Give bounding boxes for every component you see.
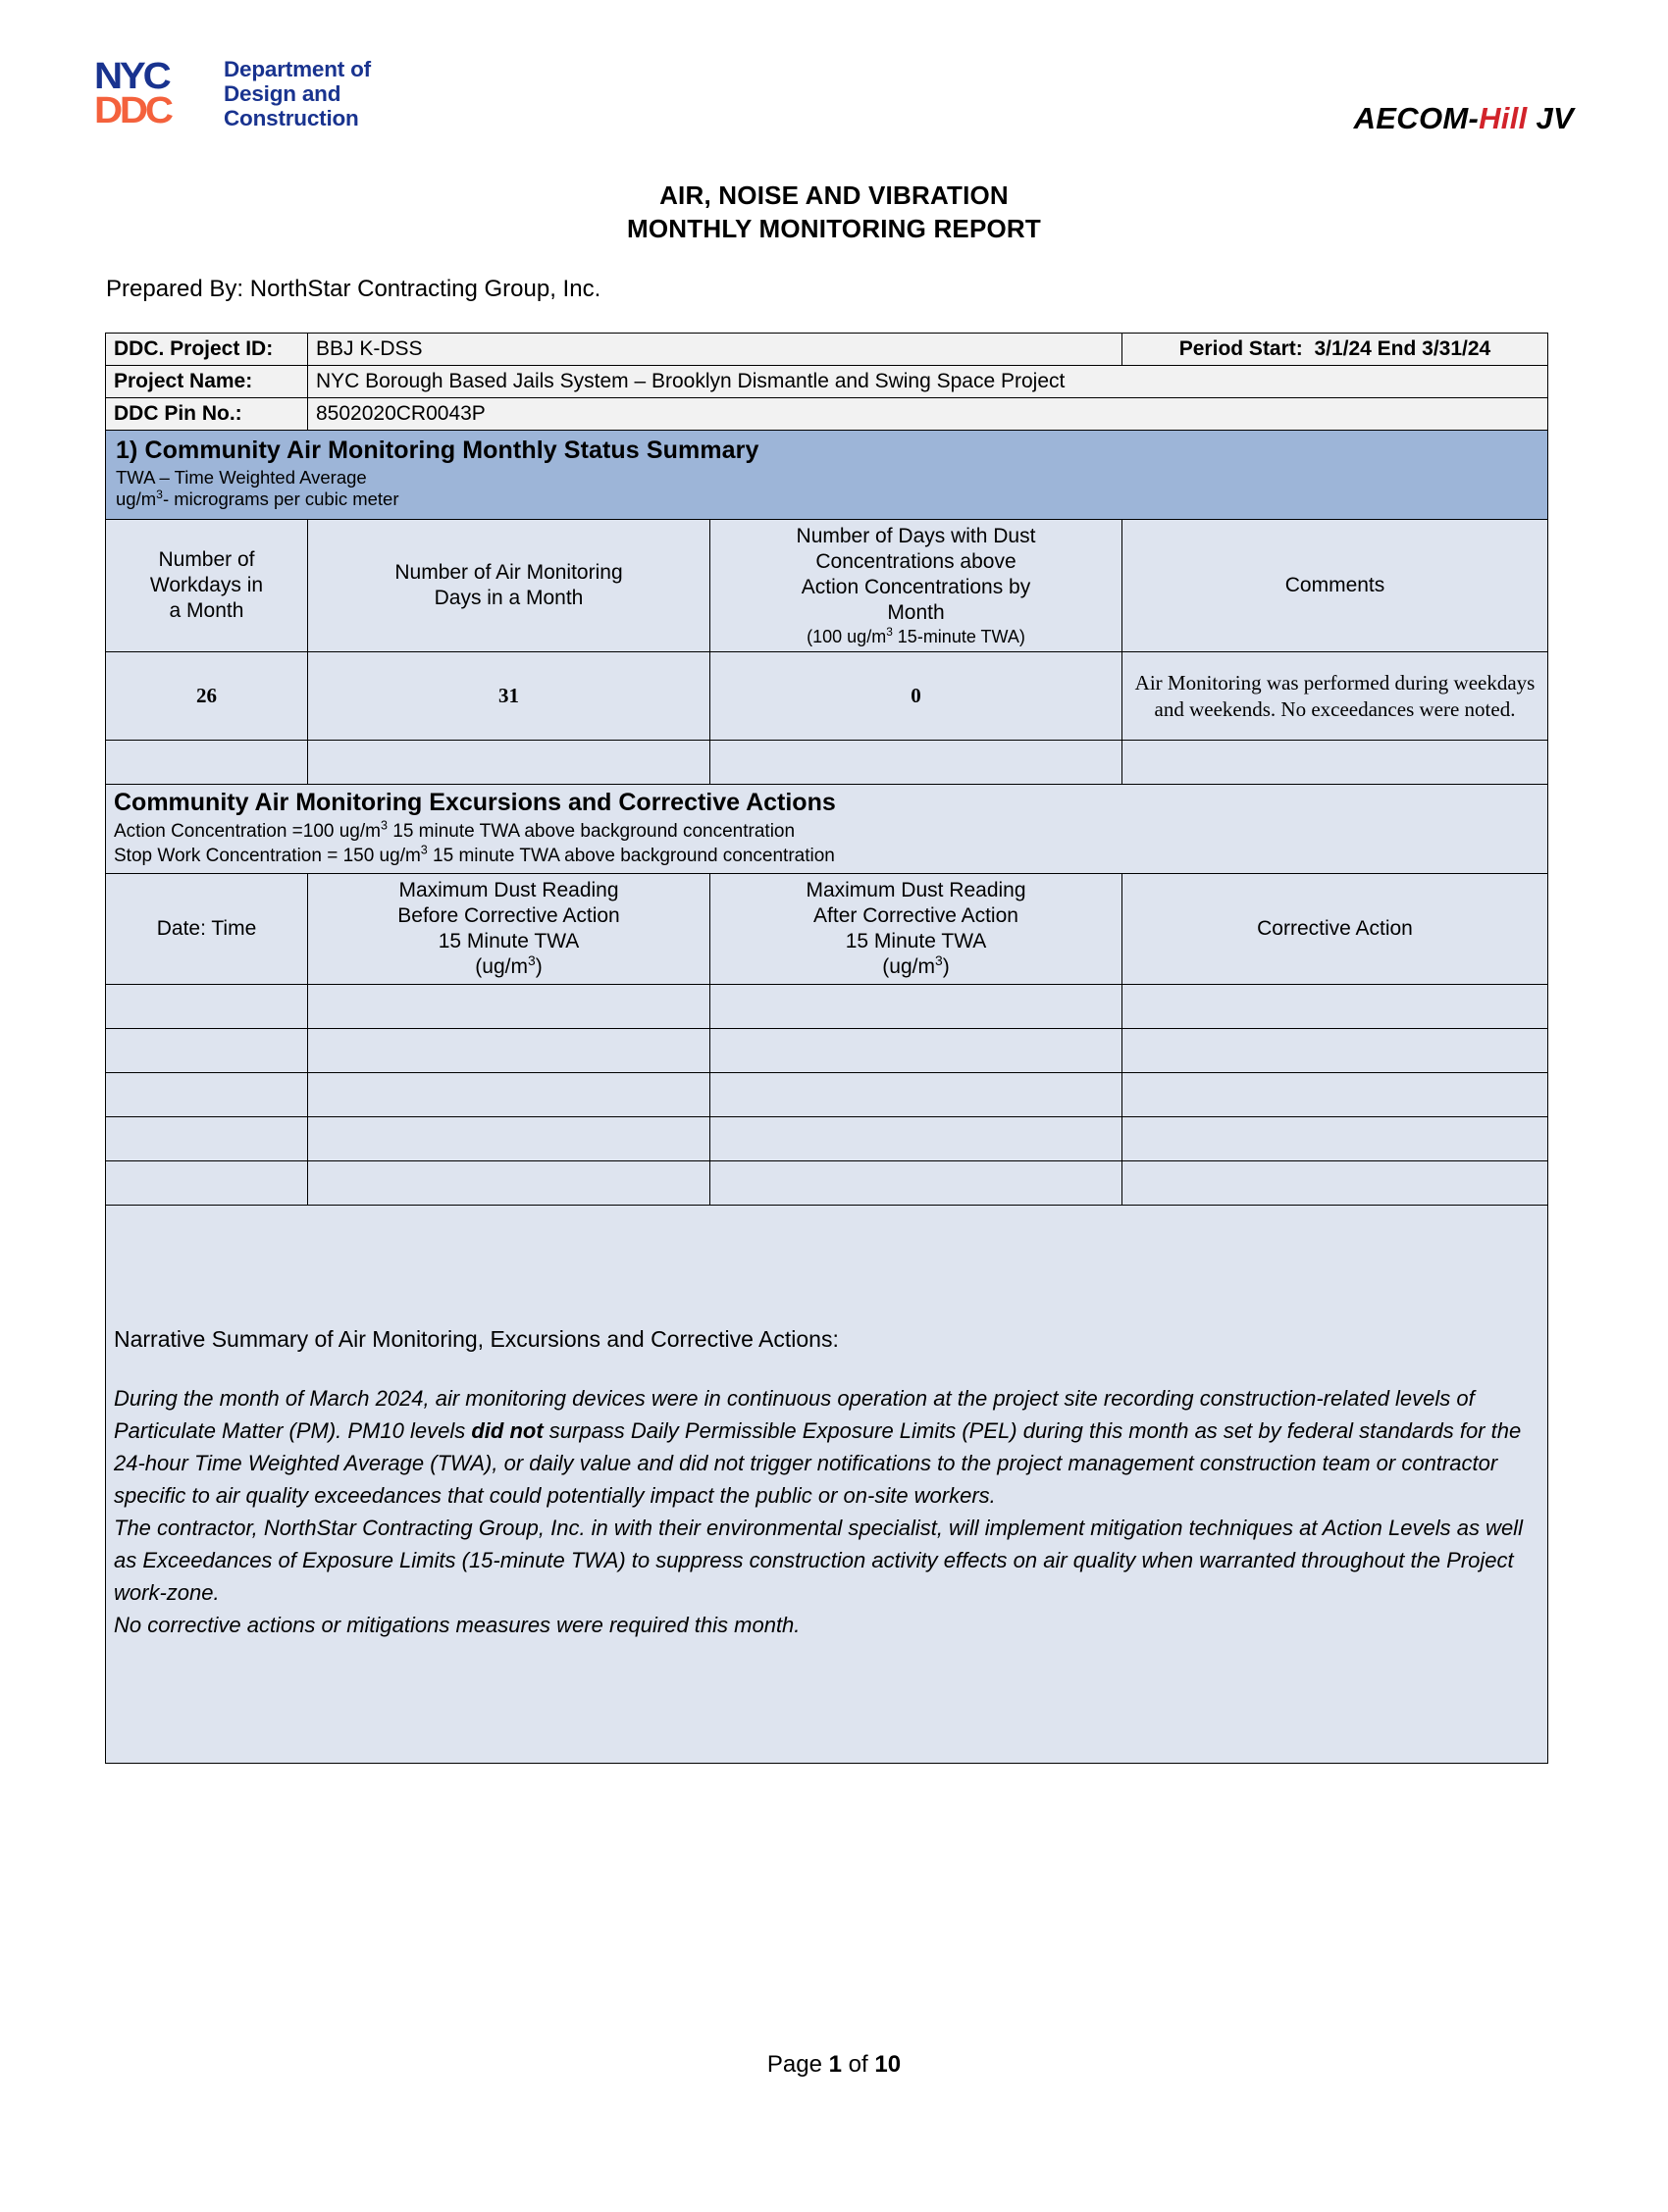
max-before-l2: Before Corrective Action — [397, 903, 620, 927]
col-header-monitoring-days-l1: Number of Air Monitoring — [394, 560, 623, 584]
aecom-text: AECOM- — [1353, 101, 1480, 135]
ddc-pin-value: 8502020CR0043P — [308, 397, 1548, 430]
col-header-dust-l4: Month — [887, 600, 945, 624]
note-2-pre: ug/m — [116, 489, 157, 510]
dust-sub-sup: 3 — [886, 624, 893, 639]
max-before-l3: 15 Minute TWA — [438, 929, 580, 952]
table-row — [106, 1160, 1548, 1205]
max-before-unit-pre: (ug/m — [475, 954, 528, 978]
nyc-ddc-logo-mark — [94, 56, 210, 131]
note-2-sup: 3 — [156, 488, 163, 501]
s2-note2-pre: Stop Work Concentration = 150 ug/m — [114, 845, 421, 866]
footer-current-page: 1 — [828, 2051, 842, 2078]
s2-note1-post: 15 minute TWA above background concentration — [387, 821, 796, 843]
section-1-column-header-row — [106, 519, 1548, 651]
col-header-date-time: Date: Time — [106, 873, 308, 984]
max-after-l3: 15 Minute TWA — [845, 929, 987, 952]
section-2-note-2 — [114, 845, 1539, 869]
note-2-post: - micrograms per cubic meter — [162, 489, 399, 510]
footer-total-pages: 10 — [874, 2051, 902, 2078]
cell-comments: Air Monitoring was performed during weekdays and weekends. No exceedances were noted. — [1122, 652, 1548, 741]
narrative-p1-part-a: During the month of March 2024, air monitoring devices were in continuous operation at the project site recording construction-related levels of Particulate Matter (PM). PM10 levels — [114, 1386, 1475, 1444]
section-1-note-2 — [116, 489, 1538, 511]
cell-max-after — [710, 1116, 1122, 1160]
table-row — [106, 1116, 1548, 1160]
prepared-by-line: Prepared By: NorthStar Contracting Group, Inc. — [106, 275, 601, 302]
jv-text: JV — [1527, 101, 1574, 135]
section-1-note-1: TWA – Time Weighted Average — [116, 466, 367, 488]
section-2-heading: Community Air Monitoring Excursions and Corrective Actions — [114, 789, 836, 817]
agency-name-line-1: Department of — [224, 57, 371, 81]
cell-workdays — [106, 741, 308, 785]
section-2-header-row — [106, 785, 1548, 873]
project-id-value: BBJ K-DSS — [308, 333, 1122, 365]
cell-days-above-action: 0 — [710, 652, 1122, 741]
period-cell — [1122, 333, 1548, 365]
max-before-l1: Maximum Dust Reading — [398, 878, 619, 901]
cell-max-before — [308, 1028, 710, 1072]
max-before-l4 — [316, 954, 702, 980]
s2-note2-post: 15 minute TWA above background concentration — [427, 845, 835, 866]
narrative-paragraph-3: No corrective actions or mitigations measures were required this month. — [114, 1613, 801, 1638]
table-row-project-name — [106, 365, 1548, 397]
cell-max-before — [308, 1160, 710, 1205]
period-label: Period Start: — [1178, 336, 1303, 360]
cell-max-after — [710, 1072, 1122, 1116]
page-title-line-1: AIR, NOISE AND VIBRATION — [659, 180, 1009, 210]
cell-max-before — [308, 1116, 710, 1160]
project-id-label: DDC. Project ID: — [106, 333, 308, 365]
max-before-unit-sup: 3 — [527, 952, 536, 968]
s2-note1-sup: 3 — [380, 818, 388, 833]
footer-middle: of — [842, 2051, 875, 2078]
page-title — [0, 180, 1668, 246]
cell-max-before — [308, 984, 710, 1028]
cell-max-before — [308, 1072, 710, 1116]
col-header-workdays-l1: Number of — [158, 547, 255, 571]
col-header-dust-l2: Concentrations above — [815, 549, 1016, 573]
table-row-project-id — [106, 333, 1548, 365]
ddc-logo-text: DDC — [94, 89, 171, 131]
narrative-row — [106, 1205, 1548, 1763]
page-title-line-2: MONTHLY MONITORING REPORT — [627, 213, 1041, 243]
section-1-header-row — [106, 430, 1548, 519]
document-page — [0, 54, 1668, 2212]
cell-corrective-action — [1122, 1160, 1548, 1205]
col-header-max-after — [710, 873, 1122, 984]
narrative-paragraph-2: The contractor, NorthStar Contracting Group, Inc. in with their environmental specialist, will implement mitigation techniques at Action Levels as well as Exceedances of Exposure Limits (15-minute TWA) to suppress construction activity effects on air quality when warranted throughout the Project work-zone. — [114, 1516, 1523, 1606]
section-2-note-1 — [114, 820, 1539, 845]
cell-max-after — [710, 1028, 1122, 1072]
cell-date-time — [106, 1028, 308, 1072]
narrative-p1-part-b: surpass Daily Permissible Exposure Limits (PEL) during this month as set by federal standards for the 24-hour Time Weighted Average (TWA), or daily value and did not trigger notifications to the project management construction team or contractor specific to air quality exceedances that could potentially impact the public or on-site workers. — [114, 1418, 1522, 1509]
table-row-ddc-pin — [106, 397, 1548, 430]
max-after-unit-pre: (ug/m — [882, 954, 935, 978]
max-before-unit-post: ) — [535, 954, 543, 978]
cell-corrective-action — [1122, 1028, 1548, 1072]
max-after-l2: After Corrective Action — [813, 903, 1018, 927]
cell-monitoring-days: 31 — [308, 652, 710, 741]
cell-workdays: 26 — [106, 652, 308, 741]
agency-name — [224, 54, 371, 130]
col-header-workdays — [106, 519, 308, 651]
table-row — [106, 1072, 1548, 1116]
max-after-unit-post: ) — [942, 954, 950, 978]
max-after-unit-sup: 3 — [934, 952, 943, 968]
aecom-hill-jv-logo — [1354, 101, 1574, 136]
dust-sub-pre: (100 ug/m — [807, 626, 887, 646]
agency-name-line-2: Design and — [224, 80, 341, 106]
page-footer — [0, 2051, 1668, 2079]
cell-corrective-action — [1122, 1072, 1548, 1116]
dust-sub-post: 15-minute TWA) — [892, 626, 1025, 646]
section-1-heading: 1) Community Air Monitoring Monthly Status Summary — [116, 436, 759, 464]
col-header-comments: Comments — [1122, 519, 1548, 651]
table-row — [106, 741, 1548, 785]
nyc-ddc-logo — [94, 54, 371, 130]
cell-date-time — [106, 1072, 308, 1116]
narrative-paragraph-1 — [114, 1382, 1539, 1512]
page-header — [0, 54, 1668, 162]
project-name-label: Project Name: — [106, 365, 308, 397]
s2-note2-sup: 3 — [420, 843, 428, 857]
section-1-header-cell — [106, 430, 1548, 519]
nyc-logo-text: NYC — [94, 56, 169, 97]
section-2-column-header-row — [106, 873, 1548, 984]
cell-comments — [1122, 741, 1548, 785]
cell-date-time — [106, 1160, 308, 1205]
col-header-workdays-l2: Workdays in — [149, 573, 264, 596]
narrative-cell — [106, 1205, 1548, 1763]
max-after-l1: Maximum Dust Reading — [806, 878, 1026, 901]
table-row — [106, 1028, 1548, 1072]
project-name-value: NYC Borough Based Jails System – Brooklyn Dismantle and Swing Space Project — [308, 365, 1548, 397]
table-row — [106, 984, 1548, 1028]
narrative-body — [114, 1382, 1539, 1641]
cell-max-after — [710, 984, 1122, 1028]
cell-date-time — [106, 1116, 308, 1160]
col-header-max-before — [308, 873, 710, 984]
col-header-dust-l1: Number of Days with Dust — [796, 524, 1036, 547]
max-after-l4 — [718, 954, 1114, 980]
table-row — [106, 652, 1548, 741]
report-table — [105, 333, 1548, 1764]
col-header-monitoring-days — [308, 519, 710, 651]
section-2-header-cell — [106, 785, 1548, 873]
s2-note1-pre: Action Concentration =100 ug/m — [114, 821, 381, 843]
col-header-dust-l3: Action Concentrations by — [801, 575, 1031, 598]
cell-corrective-action — [1122, 984, 1548, 1028]
cell-date-time — [106, 984, 308, 1028]
agency-name-line-3: Construction — [224, 105, 359, 130]
col-header-monitoring-days-l2: Days in a Month — [434, 586, 584, 609]
col-header-workdays-l3: a Month — [169, 598, 244, 622]
hill-text: Hill — [1479, 101, 1528, 135]
narrative-p1-bold: did not — [471, 1418, 544, 1444]
cell-corrective-action — [1122, 1116, 1548, 1160]
col-header-corrective-action: Corrective Action — [1122, 873, 1548, 984]
footer-prefix: Page — [766, 2051, 829, 2078]
narrative-heading: Narrative Summary of Air Monitoring, Excursions and Corrective Actions: — [114, 1326, 839, 1353]
cell-max-after — [710, 1160, 1122, 1205]
cell-monitoring-days — [308, 741, 710, 785]
ddc-pin-label: DDC Pin No.: — [106, 397, 308, 430]
col-header-days-above-action — [710, 519, 1122, 651]
period-value: 3/1/24 End 3/31/24 — [1314, 336, 1491, 360]
col-header-dust-sub — [718, 626, 1114, 647]
cell-days-above-action — [710, 741, 1122, 785]
